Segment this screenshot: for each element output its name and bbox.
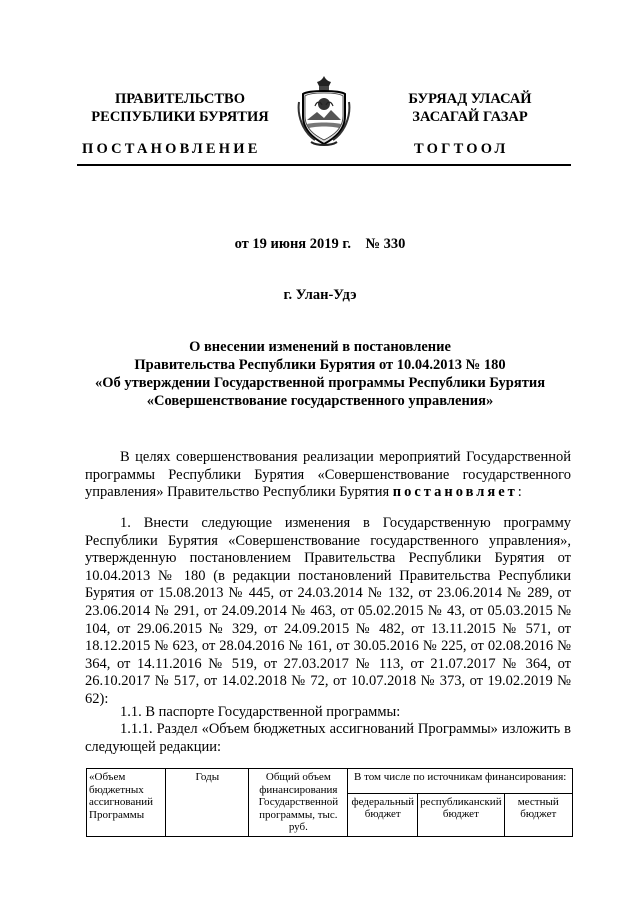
table-header-cell: Общий объем финансирования Государственной программы, тыс. руб.	[249, 769, 348, 837]
document-type-buryat: ТОГТООЛ	[414, 141, 509, 157]
table-subheader-cell: местный бюджет	[504, 793, 572, 836]
document-city: г. Улан-Удэ	[283, 287, 357, 303]
resolves-word: постановляет	[392, 484, 518, 501]
table-header-cell: Годы	[166, 769, 249, 837]
issuer-buryat	[380, 90, 560, 126]
amendment-paragraph-1-1-1: 1.1.1. Раздел «Объем бюджетных ассигнований Программы» изложить в следующей редакции:	[85, 721, 571, 755]
document-type-russian: ПОСТАНОВЛЕНИЕ	[82, 141, 261, 157]
table-header-row	[87, 769, 573, 794]
table-header-cell: «Объем бюджетных ассигнований Программы	[87, 769, 166, 837]
amendment-paragraph-1: 1. Внести следующие изменения в Государственную программу Республики Бурятия «Совершенствование государственного управления», утвержденную постановлением Правительства Республики Бурятия от 10.04.2013 № 180 (в редакции постановлений Правительства Республики Бурятия от 15.08.2013 № 445, от 24.03.2014 № 132, от 23.06.2014 № 289, от 23.06.2014 № 291, от 24.09.2014 № 463, от 05.02.2015 № 43, от 05.03.2015 № 104, от 29.06.2015 № 329, от 24.09.2015 № 482, от 13.11.2015 № 571, от 18.12.2015 № 623, от 28.04.2016 № 161, от 30.05.2016 № 225, от 02.08.2016 № 364, от 14.11.2016 № 519, от 27.03.2017 № 113, от 21.07.2017 № 364, от 26.10.2017 № 517, от 14.02.2018 № 72, от 10.07.2018 № 373, от 19.02.2019 № 62):	[85, 515, 571, 707]
header-divider	[77, 164, 571, 166]
amendment-paragraph-1-1: 1.1. В паспорте Государственной программы:	[120, 704, 401, 720]
subject-line-2: Правительства Республики Бурятия от 10.04.2013 № 180	[134, 357, 506, 373]
document-subject	[70, 338, 570, 410]
preamble-paragraph	[85, 449, 571, 502]
table-subheader-cell: федеральный бюджет	[348, 793, 418, 836]
subject-line-4: «Совершенствование государственного управления»	[146, 393, 494, 409]
subject-line-1: О внесении изменений в постановление	[189, 339, 451, 355]
table-header-group-cell: В том числе по источникам финансирования:	[348, 769, 573, 794]
issuer-buryat-line1: БУРЯАД УЛАСАЙ	[408, 91, 532, 107]
preamble-colon: :	[517, 484, 522, 501]
issuer-russian	[80, 90, 280, 126]
subject-line-3: «Об утверждении Государственной программы Республики Бурятия	[94, 375, 546, 391]
table-subheader-cell: республиканский бюджет	[418, 793, 504, 836]
budget-table	[86, 768, 573, 837]
coat-of-arms-emblem	[295, 72, 353, 150]
issuer-russian-line2: РЕСПУБЛИКИ БУРЯТИЯ	[91, 109, 269, 125]
preamble-text: В целях совершенствования реализации мероприятий Государственной программы Республики Бурятия «Совершенствование государственного управления» Правительство Республики Бурятия	[85, 449, 571, 501]
issuer-buryat-line2: ЗАСАГАЙ ГАЗАР	[412, 109, 528, 125]
document-date-number: от 19 июня 2019 г. № 330	[234, 236, 406, 252]
issuer-russian-line1: ПРАВИТЕЛЬСТВО	[115, 91, 245, 107]
